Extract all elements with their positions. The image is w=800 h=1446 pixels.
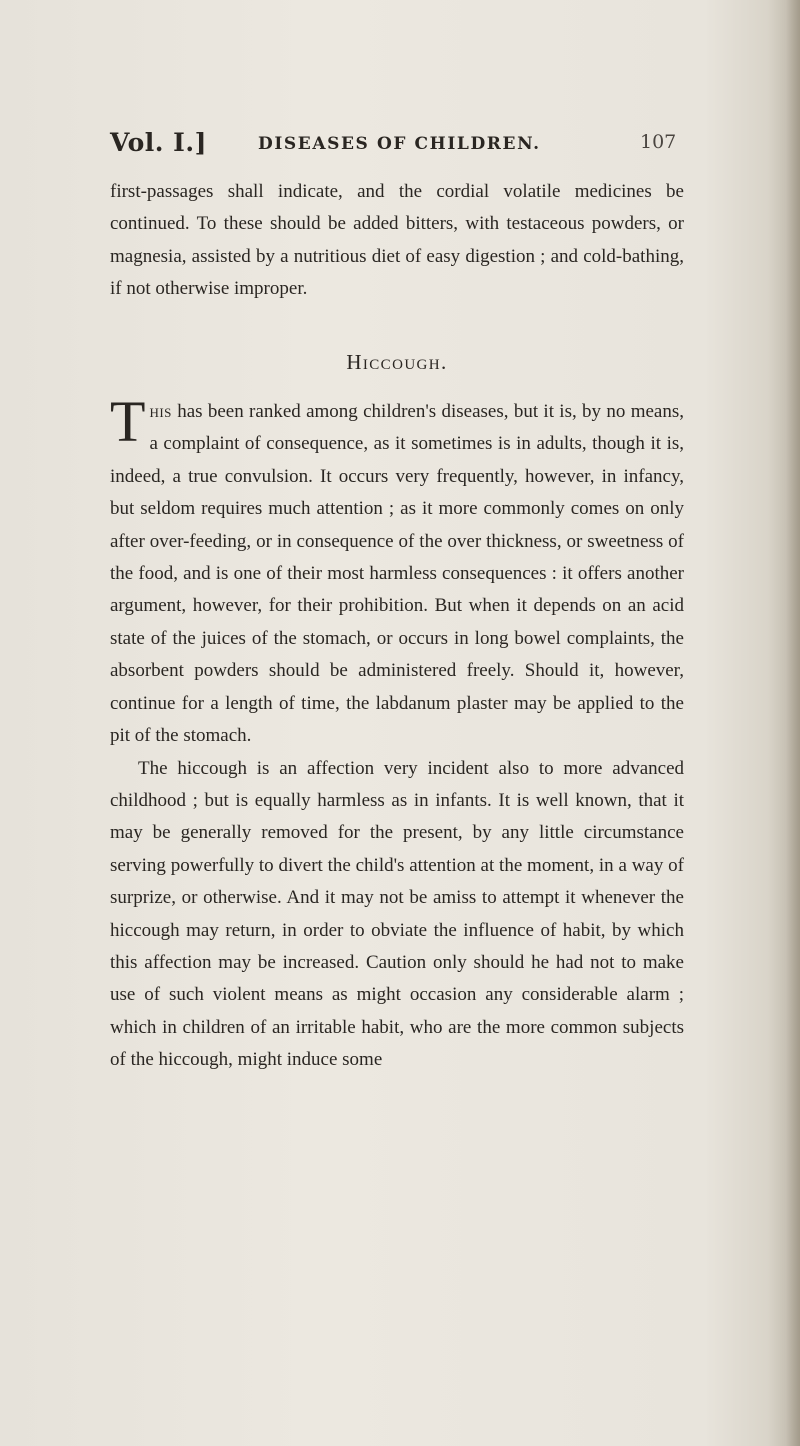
running-title: DISEASES OF CHILDREN.	[258, 134, 541, 154]
volume-label: Vol. I.]	[110, 128, 207, 157]
hiccough-paragraph-2: The hiccough is an affection very incident also to more advanced childhood ; but is equally harmless as in infants. It is well known, that it may be generally removed for the present, by any little circumstance serving powerfully to divert the child's attention at the moment, in a way of surprize, or otherwise. And it may not be amiss to attempt it whenever the hiccough may return, in order to obviate the influence of habit, by which this affection may be increased. Caution only should he had not to make use of such violent means as might occasion any considerable alarm ; which in children of an irritable habit, who are the more common subjects of the hiccough, might induce some	[110, 757, 684, 1071]
body-text	[110, 176, 684, 1077]
page-number: 107	[640, 131, 677, 153]
section-heading-hiccough: Hiccough.	[346, 349, 448, 374]
hiccough-paragraph-1	[110, 389, 684, 752]
drop-cap: T	[110, 389, 146, 455]
page-edge-shadow	[786, 0, 800, 1446]
hiccough-paragraph-1-text: has been ranked among children's diseases, but it is, by no means, a complaint of consequence, as it sometimes is in adults, though it is, indeed, a true convulsion. It occurs very frequently, however, in infancy, but seldom requires much attention ; as it more commonly comes on only after over-feeding, or in consequence of the over thickness, or sweetness of the food, and is one of their most harmless consequences : it offers another argument, however, for their prohibition. But when it depends on an acid state of the juices of the stomach, or occurs in long bowel complaints, the absorbent powders should be administered freely. Should it, however, continue for a length of time, the labdanum plaster may be applied to the pit of the stomach.	[110, 401, 684, 747]
page-header	[110, 128, 680, 168]
lead-word: his	[149, 401, 172, 423]
continued-paragraph: first-passages shall indicate, and the cordial volatile medicines be continued. To these should be added bitters, with testaceous powders, or magnesia, assisted by a nutritious diet of easy digestion ; and cold-bathing, if not otherwise improper.	[110, 181, 684, 300]
